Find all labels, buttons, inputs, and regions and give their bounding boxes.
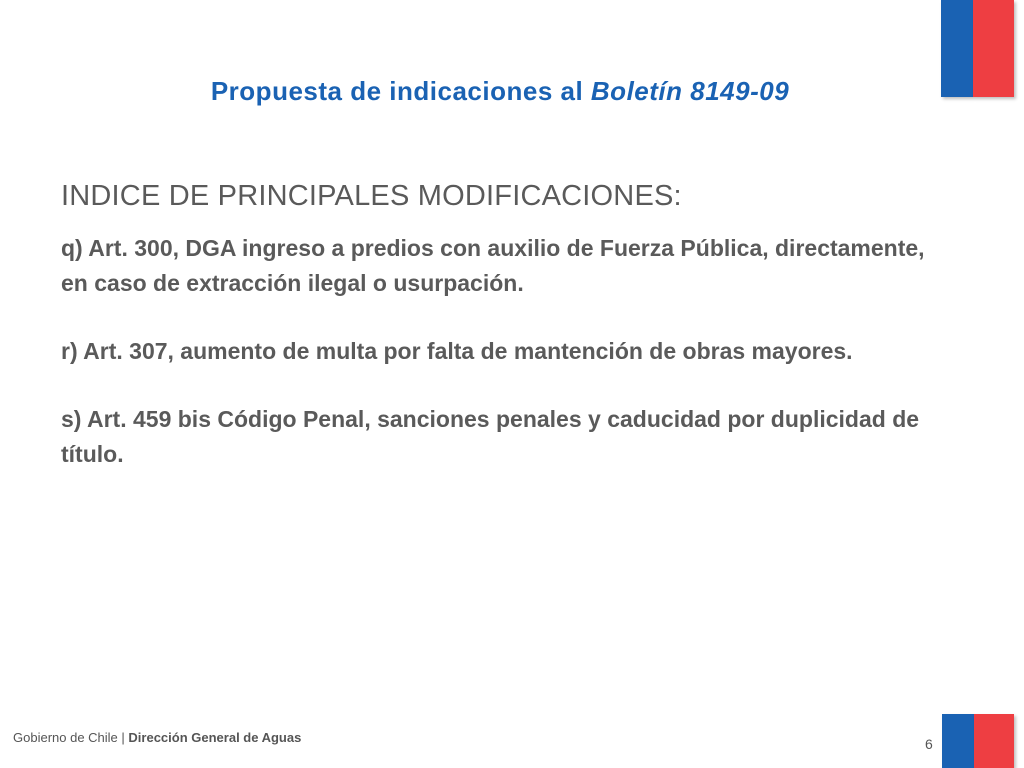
flag-blue-stripe xyxy=(942,714,974,768)
list-item-q: q) Art. 300, DGA ingreso a predios con auxilio de Fuerza Pública, directamente, en caso de extracción ilegal o usurpación. xyxy=(61,235,925,296)
slide-title xyxy=(0,76,1000,107)
title-bulletin: Boletín 8149-09 xyxy=(590,76,790,106)
list-item-s: s) Art. 459 bis Código Penal, sanciones penales y caducidad por duplicidad de título. xyxy=(61,406,920,467)
footer xyxy=(13,730,301,745)
list-item-r: r) Art. 307, aumento de multa por falta de mantención de obras mayores. xyxy=(61,338,853,364)
page-number: 6 xyxy=(925,736,933,752)
flag-red-stripe xyxy=(974,714,1014,768)
index-heading: INDICE DE PRINCIPALES MODIFICACIONES: xyxy=(61,180,682,212)
footer-dept: Dirección General de Aguas xyxy=(128,730,302,745)
footer-separator: | xyxy=(117,730,129,745)
chile-flag-logo-bottom xyxy=(942,714,1014,768)
title-prefix: Propuesta de indicaciones al xyxy=(210,76,591,106)
slide-content xyxy=(61,180,941,505)
footer-org: Gobierno de Chile xyxy=(13,730,118,745)
